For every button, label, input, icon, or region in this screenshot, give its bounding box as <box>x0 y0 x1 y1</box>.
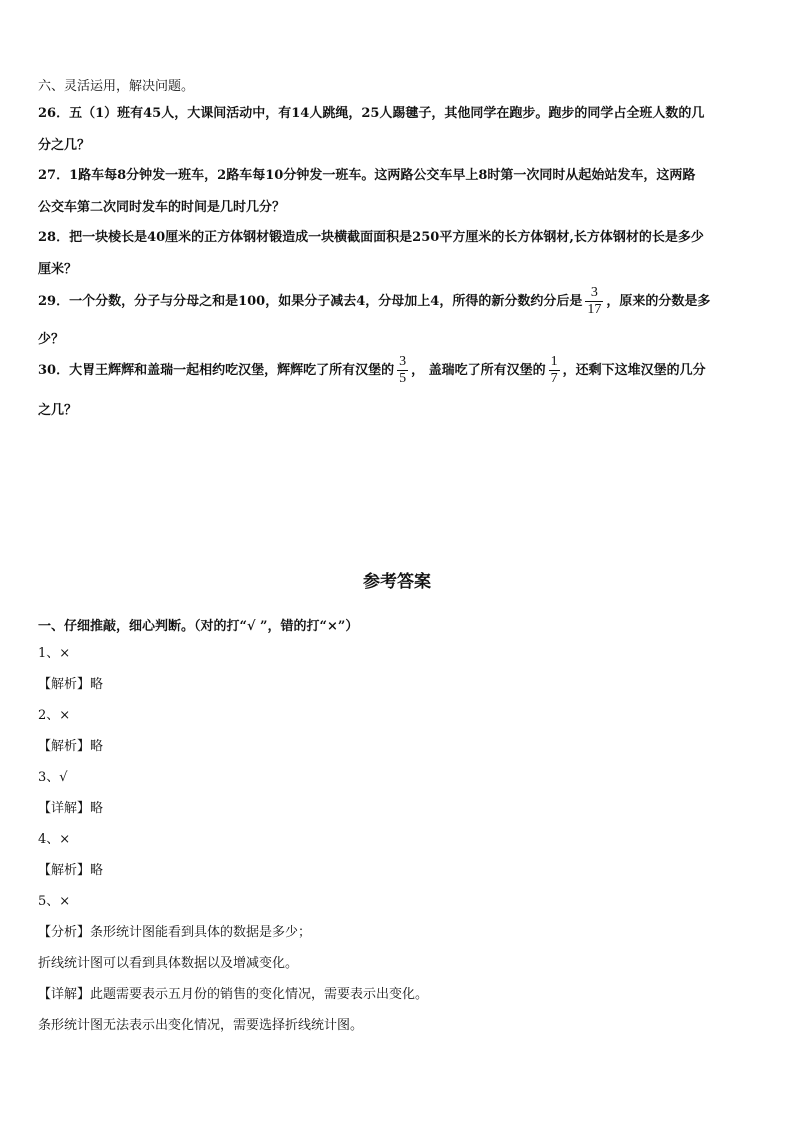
answer-item-note: 【解析】略 <box>38 739 104 754</box>
question-27-line1: 27．1路车每8分钟发一班车，2路车每10分钟发一班车。这两路公交车早上8时第一次同时从起始站发车，这两路 <box>38 168 696 183</box>
fraction-3-5 <box>397 354 408 387</box>
fraction-denominator: 17 <box>587 302 602 317</box>
question-29-line2: 少？ <box>38 332 65 347</box>
question-26-line1: 26．五（1）班有45人，大课间活动中，有14人跳绳，25人踢毽子，其他同学在跑步。跑步的同学占全班人数的几 <box>38 106 705 121</box>
fraction-numerator: 3 <box>585 285 603 302</box>
answer-item-analysis-cont: 折线统计图可以看到具体数据以及增减变化。 <box>38 956 299 971</box>
question-30-line1 <box>38 354 706 387</box>
answer-item-analysis: 【分析】条形统计图能看到具体的数据是多少； <box>38 925 312 940</box>
fraction-numerator: 1 <box>550 354 558 369</box>
fraction-1-7 <box>549 354 560 387</box>
question-27-line2: 公交车第二次同时发车的时间是几时几分？ <box>38 200 286 215</box>
answer-item-label: 3、√ <box>38 770 68 785</box>
answers-section1-heading: 一、仔细推敲，细心判断。（对的打“√ ”，错的打“×”） <box>38 619 359 634</box>
question-30-text-a: 30．大胃王辉辉和盖瑞一起相约吃汉堡，辉辉吃了所有汉堡的 <box>38 363 395 378</box>
question-26-line2: 分之几？ <box>38 138 91 153</box>
answers-title: 参考答案 <box>363 572 431 592</box>
section-heading: 六、灵活运用，解决问题。 <box>38 79 195 94</box>
answer-item-label: 1、× <box>38 646 71 661</box>
fraction-denominator: 5 <box>399 371 407 386</box>
question-30-text-b: ， 盖瑞吃了所有汉堡的 <box>411 363 546 378</box>
answer-item-detail-cont: 条形统计图无法表示出变化情况，需要选择折线统计图。 <box>38 1018 364 1033</box>
fraction-3-17 <box>585 285 603 318</box>
fraction-numerator: 3 <box>399 354 407 369</box>
answer-item-detail: 【详解】此题需要表示五月份的销售的变化情况，需要表示出变化。 <box>38 987 429 1002</box>
question-29-text-a: 29．一个分数，分子与分母之和是100，如果分子减去4，分母加上4，所得的新分数约分后是 <box>38 294 583 309</box>
question-29-line1 <box>38 285 710 318</box>
question-28-line2: 厘米？ <box>38 262 78 277</box>
question-30-text-c: ，还剩下这堆汉堡的几分 <box>562 363 706 378</box>
answer-item-label: 5、× <box>38 894 71 909</box>
answer-item-note: 【解析】略 <box>38 677 104 692</box>
question-30-line2: 之几？ <box>38 403 78 418</box>
question-28-line1: 28．把一块棱长是40厘米的正方体钢材锻造成一块横截面面积是250平方厘米的长方体钢材,长方体钢材的长是多少 <box>38 230 704 245</box>
answer-item-label: 4、× <box>38 832 71 847</box>
answer-item-label: 2、× <box>38 708 71 723</box>
answer-item-note: 【详解】略 <box>38 801 104 816</box>
question-29-text-b: ，原来的分数是多 <box>606 294 711 309</box>
fraction-denominator: 7 <box>550 371 558 386</box>
answer-item-note: 【解析】略 <box>38 863 104 878</box>
